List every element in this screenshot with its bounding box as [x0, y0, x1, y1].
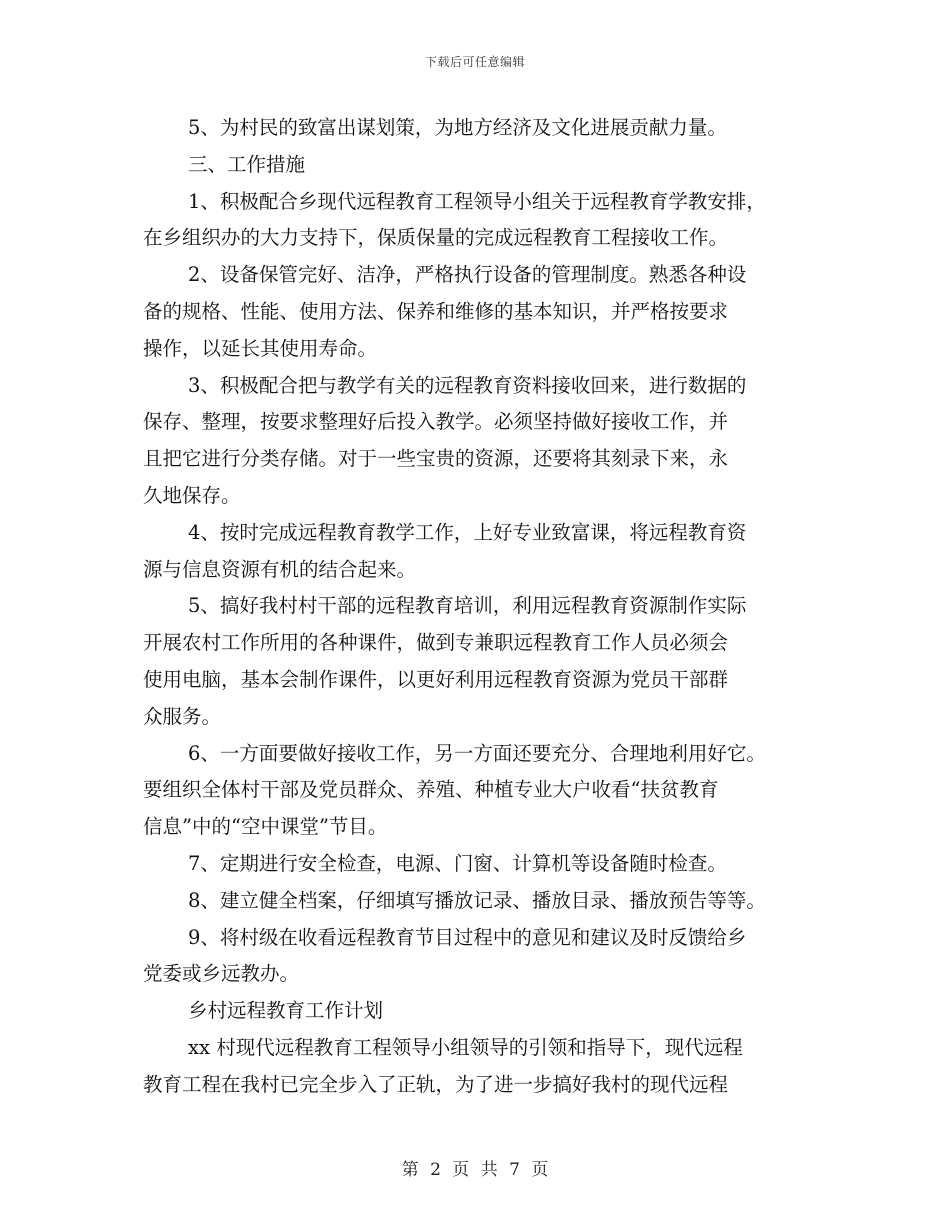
text-line: 开展农村工作所用的各种课件，做到专兼职远程教育工作人员必须会 [143, 631, 729, 655]
text-line: 源与信息资源有机的结合起来。 [143, 557, 417, 581]
text-line: 操作，以延长其使用寿命。 [143, 336, 378, 360]
text-line: 3、积极配合把与教学有关的远程教育资料接收回来，进行数据的 [188, 373, 747, 397]
text-line: 乡村远程教育工作计划 [188, 999, 384, 1023]
text-line: 5、搞好我村村干部的远程教育培训，利用远程教育资源制作实际 [188, 594, 747, 618]
text-line: 党委或乡远教办。 [143, 962, 300, 986]
text-line: 1、积极配合乡现代远程教育工程领导小组关于远程教育学教安排， [188, 189, 766, 213]
document-body [143, 110, 823, 1104]
text-line: 使用电脑，基本会制作课件，以更好利用远程教育资源为党员干部群 [143, 667, 729, 691]
text-line: 众服务。 [143, 704, 222, 728]
text-line: 久地保存。 [143, 483, 241, 507]
text-line: 信息”中的“空中课堂”节目。 [143, 815, 388, 839]
text-line: 且把它进行分类存储。对于一些宝贵的资源，还要将其刻录下来，永 [143, 447, 729, 471]
text-line: 7、定期进行安全检查，电源、门窗、计算机等设备随时检查。 [188, 851, 727, 875]
text-line: 9、将村级在收看远程教育节目过程中的意见和建议及时反馈给乡 [188, 925, 747, 949]
text-line: 6、一方面要做好接收工作，另一方面还要充分、合理地利用好它。 [188, 741, 766, 765]
page-footer: 第 2 页 共 7 页 [401, 1160, 549, 1180]
text-line: 三、工作措施 [188, 152, 306, 176]
text-line: 教育工程在我村已完全步入了正轨，为了进一步搞好我村的现代远程 [143, 1072, 729, 1096]
page-header: 下载后可任意编辑 [424, 55, 525, 69]
text-line: 要组织全体村干部及党员群众、养殖、种植专业大户收看“扶贫教育 [143, 778, 719, 802]
text-line: 保存、整理，按要求整理好后投入教学。必须坚持做好接收工作，并 [143, 410, 729, 434]
text-line: 4、按时完成远程教育教学工作，上好专业致富课，将远程教育资 [188, 520, 747, 544]
text-line: 备的规格、性能、使用方法、保养和维修的基本知识，并严格按要求 [143, 299, 729, 323]
text-line: xx 村现代远程教育工程领导小组领导的引领和指导下，现代远程 [188, 1035, 743, 1059]
text-line: 2、设备保管完好、洁净，严格执行设备的管理制度。熟悉各种设 [188, 263, 747, 287]
text-line: 8、建立健全档案，仔细填写播放记录、播放目录、播放预告等等。 [188, 888, 766, 912]
text-line: 5、为村民的致富出谋划策，为地方经济及文化进展贡献力量。 [188, 116, 727, 139]
text-line: 在乡组织办的大力支持下，保质保量的完成远程教育工程接收工作。 [143, 226, 729, 250]
